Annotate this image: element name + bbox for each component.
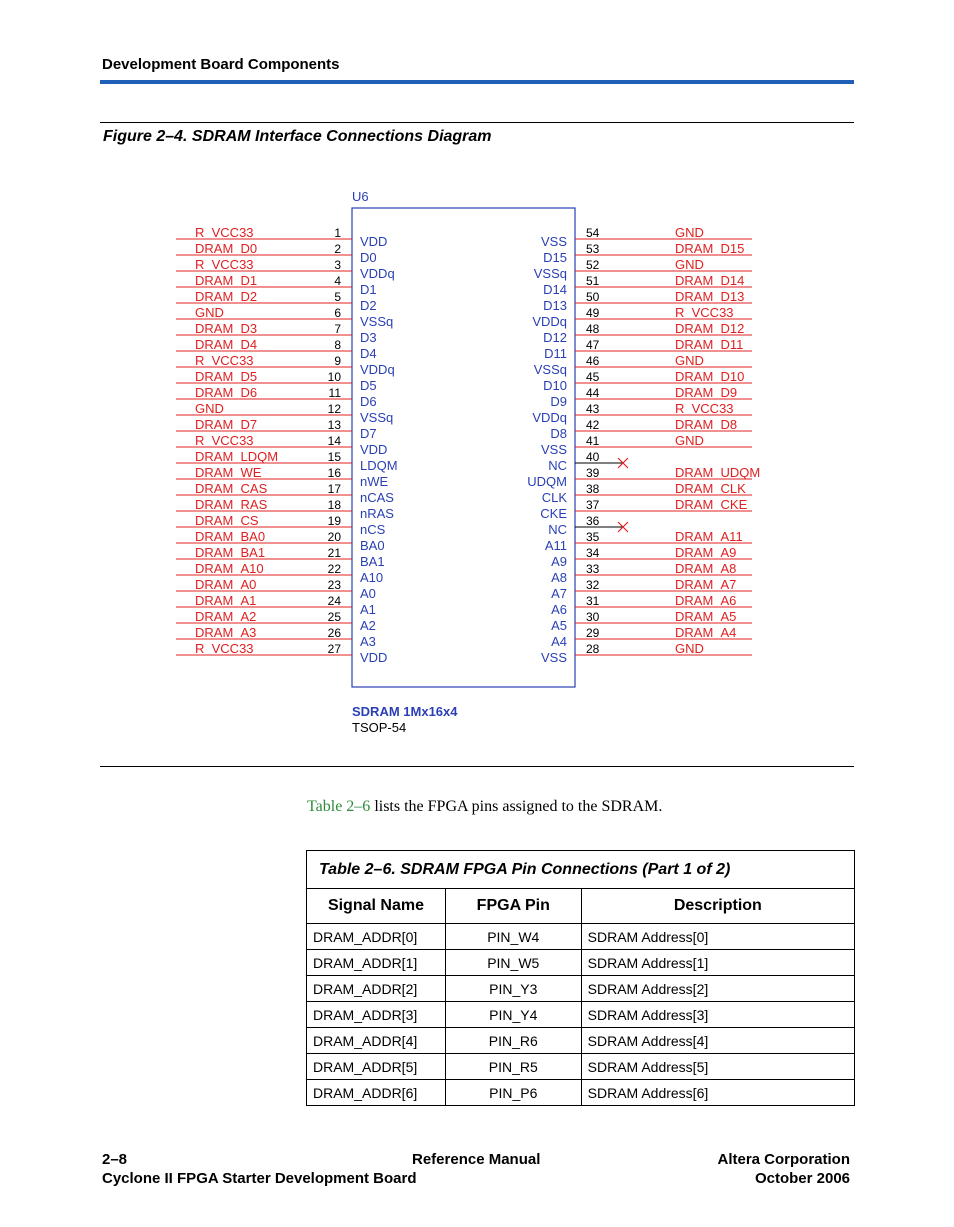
fpga-pin-cell: PIN_W5 — [445, 950, 581, 976]
left-pin-name: nCAS — [360, 490, 394, 505]
description-cell: SDRAM Address[0] — [581, 924, 854, 950]
right-net-label: DRAM_A5 — [675, 609, 737, 624]
right-pin-name: VDDq — [532, 314, 567, 329]
right-pin-number: 47 — [586, 338, 600, 352]
footer-document-title: Cyclone II FPGA Starter Development Board — [102, 1170, 417, 1187]
right-net-label: DRAM_A8 — [675, 561, 737, 576]
left-pin-name: D7 — [360, 426, 377, 441]
right-net-label: DRAM_A4 — [675, 625, 737, 640]
table-row — [307, 950, 855, 976]
description-cell: SDRAM Address[6] — [581, 1080, 854, 1106]
left-net-label: DRAM_D3 — [195, 321, 258, 336]
right-net-label: DRAM_A7 — [675, 577, 737, 592]
right-pin-name: A5 — [551, 618, 567, 633]
left-pin-number: 25 — [327, 610, 341, 624]
left-pin-number: 19 — [327, 514, 341, 528]
left-pin-number: 15 — [327, 450, 341, 464]
left-pin-number: 20 — [327, 530, 341, 544]
right-pin-number: 43 — [586, 402, 600, 416]
left-pin-number: 13 — [327, 418, 341, 432]
right-pin-number: 42 — [586, 418, 600, 432]
right-pin-name: CKE — [540, 506, 567, 521]
left-pin-number: 3 — [334, 258, 341, 272]
right-pin-number: 54 — [586, 226, 600, 240]
signal-cell: DRAM_ADDR[3] — [307, 1002, 446, 1028]
column-header-signal: Signal Name — [307, 889, 446, 924]
left-pin-name: VDD — [360, 234, 388, 249]
left-pin-group — [176, 225, 398, 665]
left-net-label: DRAM_D4 — [195, 337, 258, 352]
left-pin-number: 23 — [327, 578, 341, 592]
right-pin-name: A11 — [544, 538, 567, 553]
right-pin-name: VSS — [540, 234, 567, 249]
left-pin-number: 12 — [327, 402, 341, 416]
left-pin-name: nCS — [360, 522, 386, 537]
fpga-pin-cell: PIN_Y4 — [445, 1002, 581, 1028]
left-pin-number: 1 — [334, 226, 341, 240]
right-pin-number: 48 — [586, 322, 600, 336]
fpga-pin-cell: PIN_P6 — [445, 1080, 581, 1106]
left-pin-number: 22 — [327, 562, 341, 576]
right-net-label: DRAM_D10 — [675, 369, 745, 384]
right-pin-number: 35 — [586, 530, 600, 544]
right-pin-number: 37 — [586, 498, 600, 512]
left-pin-number: 16 — [327, 466, 341, 480]
description-cell: SDRAM Address[5] — [581, 1054, 854, 1080]
right-pin-name: A7 — [551, 586, 567, 601]
table-row — [307, 924, 855, 950]
right-net-label: R_VCC33 — [675, 305, 734, 320]
right-pin-name: VDDq — [532, 410, 567, 425]
left-pin-name: LDQM — [360, 458, 398, 473]
right-pin-number: 46 — [586, 354, 600, 368]
left-pin-number: 8 — [334, 338, 341, 352]
left-net-label: DRAM_LDQM — [195, 449, 279, 464]
description-cell: SDRAM Address[4] — [581, 1028, 854, 1054]
right-pin-number: 34 — [586, 546, 600, 560]
sdram-schematic — [0, 180, 954, 750]
body-sentence: lists the FPGA pins assigned to the SDRAM. — [370, 798, 663, 815]
right-net-label: DRAM_D9 — [675, 385, 738, 400]
left-net-label: DRAM_RAS — [195, 497, 268, 512]
left-pin-number: 5 — [334, 290, 341, 304]
left-net-label: DRAM_A3 — [195, 625, 257, 640]
left-pin-name: BA1 — [360, 554, 385, 569]
footer-company: Altera Corporation — [717, 1151, 850, 1168]
right-net-label: DRAM_A6 — [675, 593, 737, 608]
left-pin-number: 6 — [334, 306, 341, 320]
left-net-label: GND — [195, 401, 224, 416]
left-pin-number: 4 — [334, 274, 341, 288]
right-pin-number: 45 — [586, 370, 600, 384]
right-pin-name: VSSq — [533, 362, 567, 377]
left-pin-name: A1 — [360, 602, 376, 617]
left-pin-name: D2 — [360, 298, 377, 313]
figure-caption: Figure 2–4. SDRAM Interface Connections Diagram — [103, 128, 492, 145]
left-net-label: DRAM_D7 — [195, 417, 258, 432]
left-pin-name: A10 — [360, 570, 384, 585]
right-pin-group — [527, 225, 760, 665]
signal-cell: DRAM_ADDR[4] — [307, 1028, 446, 1054]
left-pin-name: VDD — [360, 442, 388, 457]
right-net-label: GND — [675, 433, 704, 448]
left-pin-name: A0 — [360, 586, 376, 601]
left-pin-name: A3 — [360, 634, 376, 649]
left-net-label: R_VCC33 — [195, 433, 254, 448]
right-pin-number: 41 — [586, 434, 600, 448]
right-pin-number: 51 — [586, 274, 600, 288]
right-net-label: DRAM_A11 — [675, 529, 743, 544]
right-net-label: GND — [675, 353, 704, 368]
signal-cell: DRAM_ADDR[2] — [307, 976, 446, 1002]
right-pin-name: A4 — [551, 634, 567, 649]
right-net-label: DRAM_D11 — [675, 337, 744, 352]
table-row — [307, 1028, 855, 1054]
table-row — [307, 1002, 855, 1028]
left-pin-name: D0 — [360, 250, 377, 265]
signal-cell: DRAM_ADDR[1] — [307, 950, 446, 976]
right-net-label: DRAM_D14 — [675, 273, 745, 288]
left-pin-name: D5 — [360, 378, 377, 393]
table-xref-link[interactable]: Table 2–6 — [307, 798, 371, 815]
right-pin-name: VSS — [540, 442, 567, 457]
left-net-label: DRAM_BA0 — [195, 529, 266, 544]
left-pin-name: D4 — [360, 346, 377, 361]
left-pin-number: 14 — [327, 434, 341, 448]
right-pin-name: D15 — [543, 250, 567, 265]
footer-manual-name: Reference Manual — [412, 1151, 541, 1168]
right-net-label: DRAM_A9 — [675, 545, 737, 560]
left-pin-name: VSSq — [360, 410, 394, 425]
fpga-pin-cell: PIN_Y3 — [445, 976, 581, 1002]
fpga-pin-cell: PIN_R6 — [445, 1028, 581, 1054]
header-rule — [100, 80, 854, 84]
right-pin-name: A9 — [551, 554, 567, 569]
left-pin-name: BA0 — [360, 538, 385, 553]
right-pin-number: 29 — [586, 626, 600, 640]
table-row — [307, 1054, 855, 1080]
right-pin-number: 39 — [586, 466, 600, 480]
right-net-label: GND — [675, 641, 704, 656]
right-pin-name: NC — [548, 522, 567, 537]
left-pin-name: A2 — [360, 618, 376, 633]
left-pin-number: 7 — [334, 322, 341, 336]
right-net-label: DRAM_CLK — [675, 481, 746, 496]
right-pin-name: CLK — [541, 490, 567, 505]
right-net-label: DRAM_D13 — [675, 289, 745, 304]
right-pin-number: 44 — [586, 386, 600, 400]
right-pin-name: NC — [548, 458, 567, 473]
right-pin-name: D12 — [543, 330, 567, 345]
left-net-label: R_VCC33 — [195, 257, 254, 272]
right-pin-number: 49 — [586, 306, 600, 320]
footer-page-number: 2–8 — [102, 1151, 128, 1168]
right-net-label: DRAM_D15 — [675, 241, 745, 256]
right-pin-name: D9 — [550, 394, 567, 409]
right-net-label: GND — [675, 225, 704, 240]
body-paragraph — [307, 798, 662, 816]
left-net-label: DRAM_A10 — [195, 561, 264, 576]
left-net-label: DRAM_CAS — [195, 481, 268, 496]
left-net-label: DRAM_BA1 — [195, 545, 266, 560]
left-pin-number: 24 — [327, 594, 341, 608]
right-pin-number: 50 — [586, 290, 600, 304]
left-pin-number: 10 — [327, 370, 341, 384]
right-net-label: R_VCC33 — [675, 401, 734, 416]
left-pin-name: D6 — [360, 394, 377, 409]
chip-name-label: SDRAM 1Mx16x4 — [352, 704, 458, 719]
right-net-label: DRAM_UDQM — [675, 465, 761, 480]
left-net-label: DRAM_D0 — [195, 241, 258, 256]
right-pin-number: 31 — [586, 594, 600, 608]
left-pin-name: VDDq — [360, 362, 395, 377]
left-net-label: DRAM_D2 — [195, 289, 258, 304]
description-cell: SDRAM Address[3] — [581, 1002, 854, 1028]
left-net-label: DRAM_D5 — [195, 369, 258, 384]
right-pin-name: D13 — [543, 298, 567, 313]
left-net-label: DRAM_CS — [195, 513, 259, 528]
right-pin-name: VSS — [540, 650, 567, 665]
figure-bottom-rule — [100, 766, 854, 767]
right-pin-name: D8 — [550, 426, 567, 441]
signal-cell: DRAM_ADDR[6] — [307, 1080, 446, 1106]
right-net-label: DRAM_CKE — [675, 497, 748, 512]
right-pin-name: D14 — [543, 282, 567, 297]
table-row — [307, 976, 855, 1002]
table-caption: Table 2–6. SDRAM FPGA Pin Connections (Part 1 of 2) — [307, 851, 855, 889]
right-pin-number: 53 — [586, 242, 600, 256]
right-pin-number: 38 — [586, 482, 600, 496]
table-row — [307, 1080, 855, 1106]
left-pin-number: 18 — [327, 498, 341, 512]
right-pin-number: 28 — [586, 642, 600, 656]
left-net-label: R_VCC33 — [195, 225, 254, 240]
fpga-pin-cell: PIN_R5 — [445, 1054, 581, 1080]
right-net-label: DRAM_D12 — [675, 321, 745, 336]
left-net-label: GND — [195, 305, 224, 320]
left-pin-number: 26 — [327, 626, 341, 640]
left-pin-name: VDD — [360, 650, 388, 665]
left-pin-name: nRAS — [360, 506, 394, 521]
left-net-label: DRAM_WE — [195, 465, 262, 480]
signal-cell: DRAM_ADDR[5] — [307, 1054, 446, 1080]
left-net-label: DRAM_A2 — [195, 609, 257, 624]
left-pin-number: 11 — [328, 386, 341, 400]
description-cell: SDRAM Address[2] — [581, 976, 854, 1002]
chip-ref-label: U6 — [352, 189, 369, 204]
left-pin-name: D1 — [360, 282, 377, 297]
left-pin-number: 17 — [327, 482, 341, 496]
right-pin-number: 40 — [586, 450, 600, 464]
right-pin-number: 33 — [586, 562, 600, 576]
left-pin-number: 21 — [327, 546, 341, 560]
chip-package-label: TSOP-54 — [352, 720, 407, 735]
right-pin-number: 30 — [586, 610, 600, 624]
right-pin-name: VSSq — [533, 266, 567, 281]
footer-date: October 2006 — [754, 1170, 850, 1187]
right-net-label: GND — [675, 257, 704, 272]
right-pin-name: UDQM — [527, 474, 567, 489]
figure-top-rule — [100, 122, 854, 123]
description-cell: SDRAM Address[1] — [581, 950, 854, 976]
right-pin-name: A6 — [551, 602, 567, 617]
left-pin-name: VSSq — [360, 314, 394, 329]
left-pin-number: 2 — [334, 242, 341, 256]
running-header: Development Board Components — [102, 56, 340, 73]
column-header-fpga-pin: FPGA Pin — [445, 889, 581, 924]
pin-connections-table — [306, 850, 855, 1106]
right-pin-number: 52 — [586, 258, 600, 272]
left-pin-number: 9 — [334, 354, 341, 368]
right-net-label: DRAM_D8 — [675, 417, 738, 432]
left-net-label: DRAM_A0 — [195, 577, 257, 592]
left-net-label: R_VCC33 — [195, 353, 254, 368]
left-pin-name: nWE — [360, 474, 389, 489]
left-net-label: DRAM_D1 — [195, 273, 258, 288]
signal-cell: DRAM_ADDR[0] — [307, 924, 446, 950]
right-pin-name: D10 — [543, 378, 567, 393]
left-pin-number: 27 — [327, 642, 341, 656]
fpga-pin-cell: PIN_W4 — [445, 924, 581, 950]
right-pin-name: D11 — [544, 346, 567, 361]
right-pin-number: 32 — [586, 578, 600, 592]
column-header-description: Description — [581, 889, 854, 924]
left-pin-name: D3 — [360, 330, 377, 345]
left-net-label: DRAM_D6 — [195, 385, 258, 400]
left-pin-name: VDDq — [360, 266, 395, 281]
right-pin-number: 36 — [586, 514, 600, 528]
left-net-label: DRAM_A1 — [195, 593, 257, 608]
right-pin-name: A8 — [551, 570, 567, 585]
left-net-label: R_VCC33 — [195, 641, 254, 656]
